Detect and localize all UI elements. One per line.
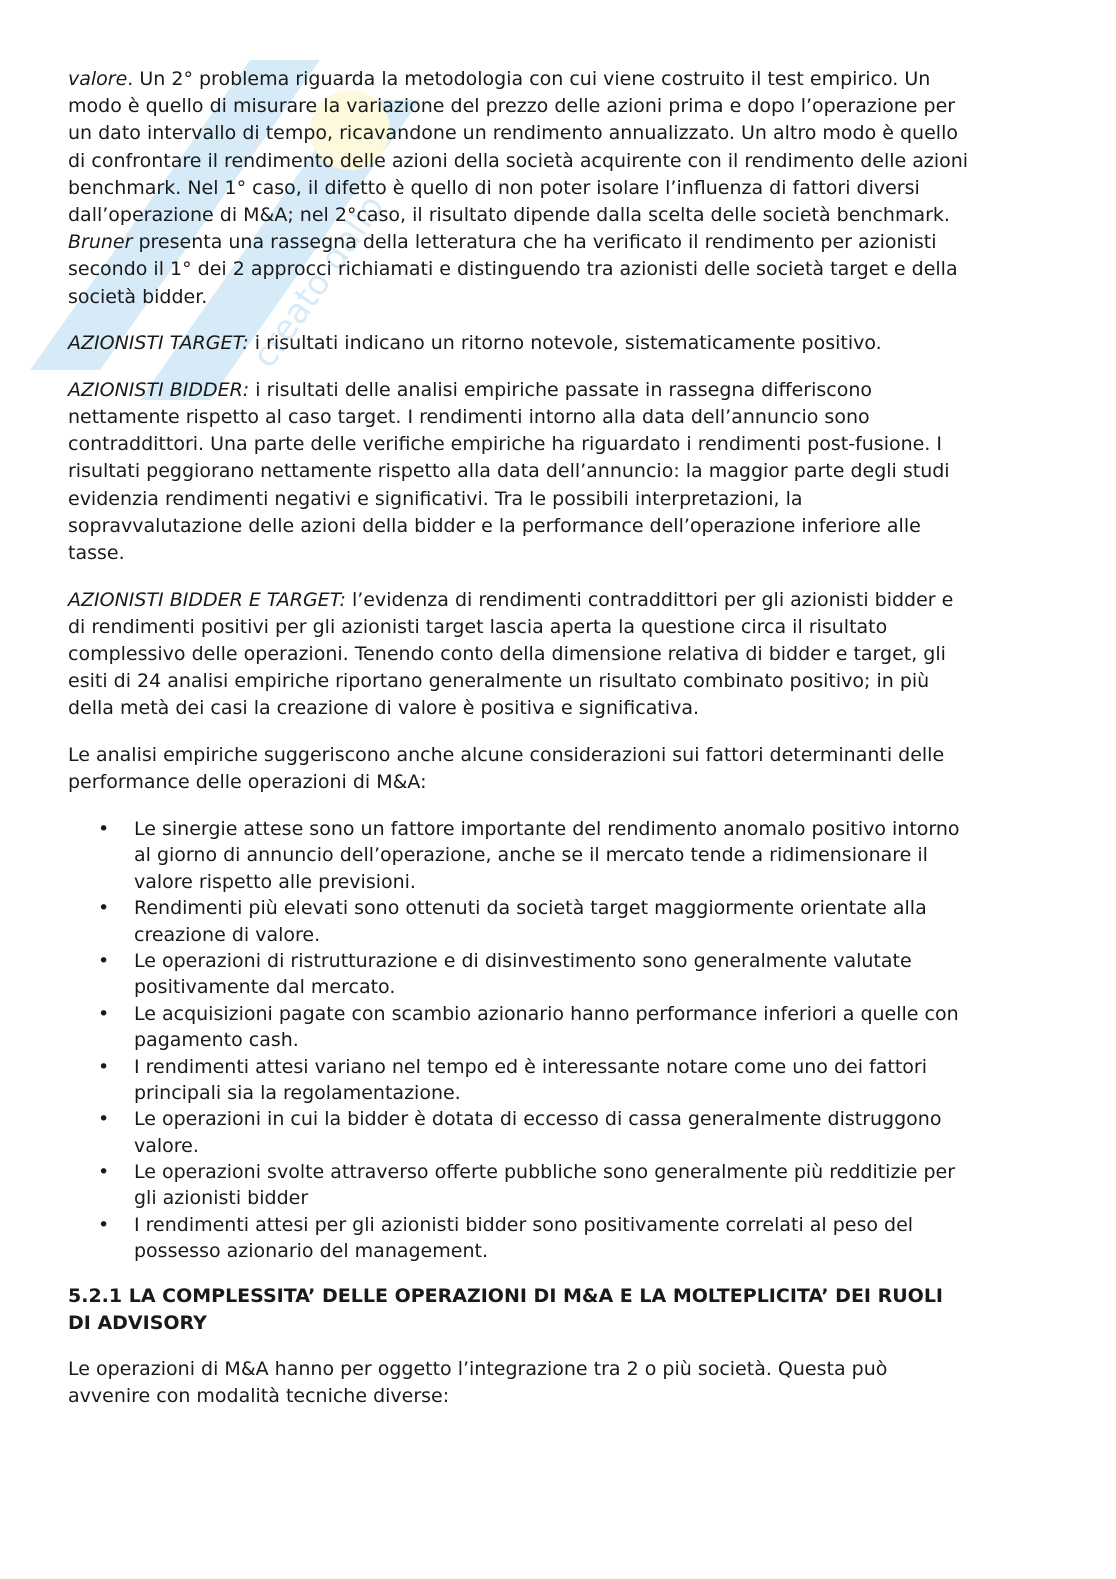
- text-line: possesso azionario del management.: [134, 1240, 488, 1263]
- text-line: gli azionisti bidder: [134, 1187, 309, 1210]
- bullet-icon: •: [98, 1002, 110, 1025]
- bullet-list: [68, 816, 1068, 1265]
- text-run: evidenzia rendimenti negativi e significativi. Tra le possibili interpretazioni, la: [68, 487, 803, 510]
- text-run: di rendimenti positivi per gli azionisti target lascia aperta la questione circa il risultato: [68, 615, 888, 638]
- text-line: [68, 93, 1068, 120]
- text-line: I rendimenti attesi variano nel tempo ed è interessante notare come uno dei fattori: [134, 1055, 927, 1078]
- text-run: i risultati indicano un ritorno notevole, sistematicamente positivo.: [254, 332, 882, 355]
- text-line: I rendimenti attesi per gli azionisti bidder sono positivamente correlati al peso del: [134, 1213, 914, 1236]
- text-line: positivamente dal mercato.: [134, 976, 396, 999]
- text-line: valore rispetto alle previsioni.: [134, 870, 416, 893]
- text-line: Le acquisizioni pagate con scambio azionario hanno performance inferiori a quelle con: [134, 1002, 959, 1025]
- text-run: secondo il 1° dei 2 approcci richiamati e distinguendo tra azionisti delle società target e della: [68, 258, 958, 281]
- text-line: [68, 641, 1068, 668]
- paragraph: [68, 587, 1068, 723]
- closing-paragraph: [68, 1356, 1068, 1410]
- text-run: un dato intervallo di tempo, ricavandone un rendimento annualizzato. Un altro modo è quello: [68, 122, 958, 145]
- svg-text:creato dallo: creato dallo: [244, 187, 393, 376]
- text-line: [68, 256, 1068, 283]
- text-line: Le operazioni di M&A hanno per oggetto l’integrazione tra 2 o più società. Questa può: [68, 1357, 888, 1380]
- text-line: [68, 614, 1068, 641]
- text-line: al giorno di annuncio dell’operazione, anche se il mercato tende a ridimensionare il: [134, 844, 928, 867]
- text-run: società bidder.: [68, 285, 208, 308]
- text-line: [68, 769, 1068, 796]
- document-page: [68, 66, 1068, 1430]
- paragraph: [68, 330, 1068, 357]
- text-run: benchmark. Nel 1° caso, il difetto è quello di non poter isolare l’influenza di fattori diversi: [68, 176, 920, 199]
- bullet-icon: •: [98, 949, 110, 972]
- text-line: [68, 513, 1068, 540]
- bullet-item: [68, 1159, 1068, 1212]
- text-line: avvenire con modalità tecniche diverse:: [68, 1384, 450, 1407]
- text-line: valore.: [134, 1134, 199, 1157]
- text-line: Le operazioni in cui la bidder è dotata di eccesso di cassa generalmente distruggono: [134, 1108, 942, 1131]
- bullet-item: [68, 1106, 1068, 1159]
- text-line: [68, 330, 1068, 357]
- text-run: nettamente rispetto al caso target. I rendimenti intorno alla data dell’annuncio sono: [68, 406, 870, 429]
- text-run: modo è quello di misurare la variazione del prezzo delle azioni prima e dopo l’operazione per: [68, 95, 956, 118]
- text-line: [68, 66, 1068, 93]
- text-line: [68, 284, 1068, 311]
- heading-line: DI ADVISORY: [68, 1312, 207, 1335]
- text-run: della metà dei casi la creazione di valore è positiva e significativa.: [68, 697, 700, 720]
- italic-text: Bruner: [68, 231, 133, 254]
- text-run: i risultati delle analisi empiriche passate in rassegna differiscono: [249, 378, 872, 401]
- text-run: presenta una rassegna della letteratura che ha verificato il rendimento per azionisti: [132, 231, 937, 254]
- text-run: l’evidenza di rendimenti contraddittori per gli azionisti bidder e: [351, 588, 954, 611]
- bullet-icon: •: [98, 1213, 110, 1236]
- text-line: [68, 695, 1068, 722]
- text-line: creazione di valore.: [134, 923, 321, 946]
- text-line: [68, 486, 1068, 513]
- bullet-icon: •: [98, 1055, 110, 1078]
- text-line: [68, 202, 1068, 229]
- text-run: dall’operazione di M&A; nel 2°caso, il risultato dipende dalla scelta delle società benchmark.: [68, 203, 950, 226]
- bullet-item: [68, 1212, 1068, 1265]
- text-run: di confrontare il rendimento delle azioni della società acquirente con il rendimento delle azioni: [68, 149, 969, 172]
- paragraph: [68, 377, 1068, 567]
- bullet-icon: •: [98, 897, 110, 920]
- paragraph: [68, 742, 1068, 796]
- text-line: pagamento cash.: [134, 1029, 299, 1052]
- text-line: Le operazioni di ristrutturazione e di disinvestimento sono generalmente valutate: [134, 949, 912, 972]
- text-line: [68, 229, 1068, 256]
- bullet-icon: •: [98, 818, 110, 840]
- bullet-icon: •: [98, 1108, 110, 1131]
- bullet-item: [68, 1054, 1068, 1107]
- text-run: esiti di 24 analisi empiriche riportano generalmente un risultato combinato positivo; in più: [68, 670, 930, 693]
- text-line: Le sinergie attese sono un fattore importante del rendimento anomalo positivo intorno: [134, 818, 960, 840]
- bullet-icon: •: [98, 1161, 110, 1184]
- text-line: [68, 742, 1068, 769]
- text-line: [68, 404, 1068, 431]
- bullet-item: [68, 895, 1068, 948]
- text-line: [68, 587, 1068, 614]
- text-line: [68, 668, 1068, 695]
- italic-text: AZIONISTI BIDDER E TARGET:: [68, 588, 352, 611]
- text-run: tasse.: [68, 542, 125, 564]
- text-line: [68, 458, 1068, 485]
- bullet-item: [68, 1001, 1068, 1054]
- text-run: . Un 2° problema riguarda la metodologia con cui viene costruito il test empirico. Un: [127, 68, 931, 90]
- text-run: sopravvalutazione delle azioni della bidder e la performance dell’operazione inferiore alle: [68, 514, 921, 537]
- italic-text: AZIONISTI TARGET:: [68, 332, 255, 355]
- paragraph: [68, 66, 1068, 311]
- text-line: Le operazioni svolte attraverso offerte pubbliche sono generalmente più redditizie per: [134, 1161, 956, 1184]
- text-line: principali sia la regolamentazione.: [134, 1081, 461, 1104]
- bullet-item: [68, 948, 1068, 1001]
- text-line: [68, 540, 1068, 567]
- bullet-item: [68, 816, 1068, 895]
- text-run: contraddittori. Una parte delle verifiche empiriche ha riguardato i rendimenti post-fusione. I: [68, 433, 943, 456]
- italic-text: valore: [68, 68, 128, 90]
- italic-text: AZIONISTI BIDDER:: [68, 378, 250, 401]
- text-line: Rendimenti più elevati sono ottenuti da società target maggiormente orientate alla: [134, 897, 927, 920]
- text-run: performance delle operazioni di M&A:: [68, 771, 427, 794]
- text-run: risultati peggiorano nettamente rispetto alla data dell’annuncio: la maggior parte degli studi: [68, 460, 950, 483]
- heading-line: 5.2.1 LA COMPLESSITA’ DELLE OPERAZIONI DI M&A E LA MOLTEPLICITA’ DEI RUOLI: [68, 1284, 943, 1307]
- text-line: [68, 120, 1068, 147]
- section-heading: [68, 1283, 1068, 1338]
- text-line: [68, 175, 1068, 202]
- text-line: [68, 377, 1068, 404]
- text-run: Le analisi empiriche suggeriscono anche alcune considerazioni sui fattori determinanti delle: [68, 744, 945, 767]
- text-line: [68, 148, 1068, 175]
- text-run: complessivo delle operazioni. Tenendo conto della dimensione relativa di bidder e target, gli: [68, 643, 946, 666]
- text-line: [68, 431, 1068, 458]
